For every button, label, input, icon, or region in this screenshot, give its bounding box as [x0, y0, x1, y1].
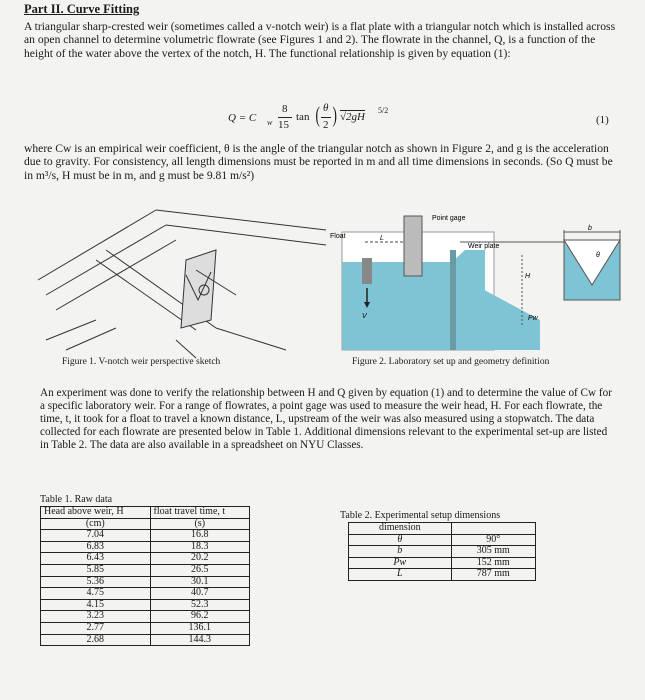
eq-sub-w: w [267, 118, 273, 127]
table-cell: 7.04 [41, 530, 151, 542]
fig2-label-L: L [380, 235, 384, 242]
eq-frac-den: 15 [278, 119, 289, 131]
table-cell: 144.3 [150, 634, 249, 646]
table-cell: 2.77 [41, 622, 151, 634]
table-row [41, 588, 250, 600]
fig1-line [38, 210, 156, 280]
fig2-water [342, 262, 452, 350]
fig2-weir-plate [450, 250, 456, 350]
table-cell: Pw [349, 557, 452, 569]
equation-number: (1) [596, 114, 609, 126]
where-paragraph: where Cw is an empirical weir coefficient, θ is the angle of the triangular notch as shown in Figure 2, and g is the acceleration due to gravity. For consistency, all length dimensions must be reported in m and all time dimensions in seconds. (So Q must be in m³/s, H must be in m, and g must be 9.81 m/s²) [24, 142, 613, 182]
eq-paren-open: ( [315, 102, 320, 127]
figure-1-sketch [36, 200, 336, 360]
table-2 [348, 522, 536, 581]
fig2-label-theta: θ [596, 252, 600, 259]
experiment-paragraph: An experiment was done to verify the relationship between H and Q given by equation (1) and to determine the value of Cw for a specific laboratory weir. For a range of flowrates, a point gage was used to measure the weir head, H. For each flowrate, the time, t, it took for a float to travel a known distance, L, upstream of the weir was also measured using a stopwatch. The data collected for each flowrate are presented below in Table 1. Additional dimensions relevant to the experimental set-up are listed in Table 2. The data are also available in a spreadsheet on NYU Classes. [40, 387, 612, 451]
table-cell: 16.8 [150, 530, 249, 542]
table-2-header-blank [451, 523, 535, 535]
eq-lhs: Q = C [228, 112, 257, 124]
table-row [349, 534, 536, 546]
fig2-label-weir-plate: Weir plate [468, 243, 500, 250]
table-row [41, 553, 250, 565]
table-cell: 5.36 [41, 576, 151, 588]
table-2-caption: Table 2. Experimental setup dimensions [340, 510, 501, 521]
eq-paren-close: ) [332, 102, 337, 127]
table-cell: L [349, 569, 452, 581]
fig2-float [362, 258, 372, 284]
eq-frac-num: 8 [282, 103, 288, 115]
fig2-label-b: b [588, 225, 592, 232]
table-cell: 52.3 [150, 599, 249, 611]
table-1-col1: Head above weir, H [41, 507, 151, 519]
eq-theta-bar [321, 117, 331, 118]
eq-sqrt: √2gH [340, 111, 365, 123]
table-1-col2: float travel time, t [150, 507, 249, 519]
fig2-label-float: Float [330, 233, 346, 240]
table-cell: 136.1 [150, 622, 249, 634]
table-cell: 96.2 [150, 611, 249, 623]
table-1-header-row [41, 507, 250, 519]
table-row [349, 546, 536, 558]
table-row [349, 569, 536, 581]
table-cell: 26.5 [150, 564, 249, 576]
table-1-unit-row [41, 518, 250, 530]
fig2-label-Pw: Pw [528, 315, 538, 322]
table-2-header-row [349, 523, 536, 535]
table-cell: 90° [451, 534, 535, 546]
section-title: Part II. Curve Fitting [24, 2, 140, 16]
table-cell: 40.7 [150, 588, 249, 600]
table-cell: 6.83 [41, 541, 151, 553]
table-row [41, 530, 250, 542]
eq-theta: θ [323, 102, 329, 114]
table-row [41, 622, 250, 634]
table-cell: 4.15 [41, 599, 151, 611]
table-row [41, 541, 250, 553]
table-cell: 6.43 [41, 553, 151, 565]
table-row [41, 564, 250, 576]
table-1-col2-unit: (s) [150, 518, 249, 530]
figure-2-caption: Figure 2. Laboratory set up and geometry definition [352, 357, 550, 367]
figure-2-diagram [310, 210, 632, 352]
table-row [41, 576, 250, 588]
table-cell: b [349, 546, 452, 558]
table-1-col1-unit: (cm) [41, 518, 151, 530]
table-cell: 5.85 [41, 564, 151, 576]
table-1 [40, 506, 250, 646]
fig2-label-H: H [525, 273, 531, 280]
table-cell: 787 mm [451, 569, 535, 581]
table-row [41, 599, 250, 611]
fig2-label-point-gage: Point gage [432, 215, 466, 222]
table-1-caption: Table 1. Raw data [40, 494, 113, 505]
figure-1-caption: Figure 1. V-notch weir perspective sketch [62, 357, 221, 367]
eq-frac-bar [278, 117, 292, 118]
table-cell: 18.3 [150, 541, 249, 553]
table-cell: 30.1 [150, 576, 249, 588]
eq-exponent: 5/2 [378, 106, 389, 115]
table-cell: 3.23 [41, 611, 151, 623]
fig2-label-V: V [362, 313, 367, 320]
table-2-header: dimension [349, 523, 452, 535]
equation-1 [228, 98, 408, 138]
table-row [349, 557, 536, 569]
table-row [41, 634, 250, 646]
table-cell: 152 mm [451, 557, 535, 569]
table-cell: 305 mm [451, 546, 535, 558]
eq-tan: tan [296, 111, 310, 123]
table-cell: θ [349, 534, 452, 546]
table-cell: 20.2 [150, 553, 249, 565]
table-row [41, 611, 250, 623]
eq-two: 2 [323, 119, 329, 131]
table-cell: 2.68 [41, 634, 151, 646]
fig2-point-gage [404, 216, 422, 276]
table-cell: 4.75 [41, 588, 151, 600]
intro-paragraph: A triangular sharp-crested weir (sometimes called a v-notch weir) is a flat plate with a triangular notch which is installed across an open channel to determine volumetric flowrate (see Figures 1 and 2). The flowrate in the channel, Q, is a function of the height of the water above the vertex of the notch, H. The functional relationship is given by equation (1): [24, 20, 616, 60]
